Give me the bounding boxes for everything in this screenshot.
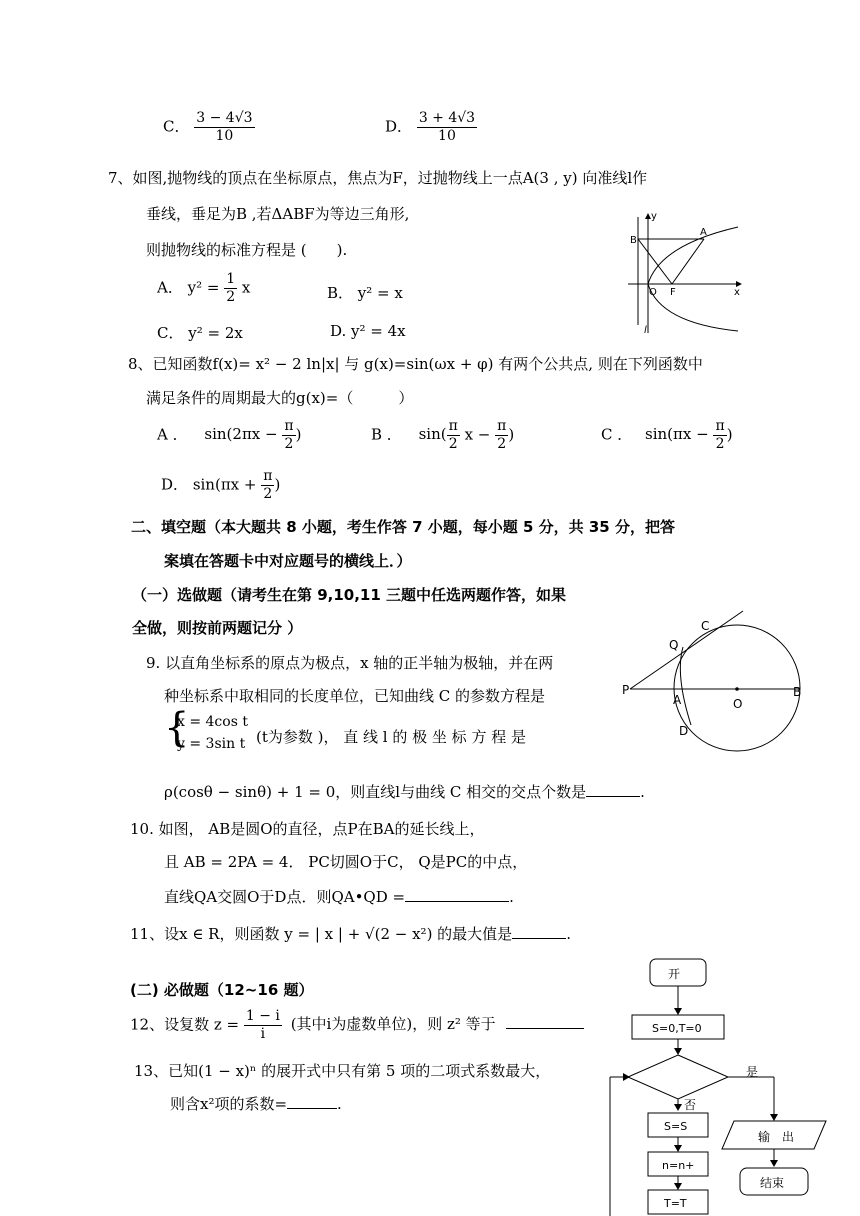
label-l: l <box>644 325 647 336</box>
label-b: B <box>793 685 802 699</box>
q9-line1: 9. 以直角坐标系的原点为极点，x 轴的正半轴为极轴，并在两 <box>146 654 554 672</box>
q13-line2 <box>170 1093 342 1114</box>
q12-line <box>130 1008 584 1043</box>
end-label: 结束 <box>760 1176 785 1190</box>
numerator: π <box>497 418 507 434</box>
q9-line4 <box>164 781 645 802</box>
q7-option-a <box>157 271 250 306</box>
parabola-lower <box>648 284 738 331</box>
option-pre: sin( <box>418 425 447 444</box>
label-f: F <box>670 287 676 298</box>
line-qd <box>680 647 691 725</box>
label-o: O <box>733 697 743 711</box>
option-label: D． <box>385 117 413 136</box>
q7-line3: 则抛物线的标准方程是 ( ). <box>146 241 348 259</box>
q9-text: ρ(cosθ − sinθ) + 1 = 0，则直线l与曲线 C 相交的交点个数是 <box>164 783 587 801</box>
q13-line1: 13、已知(1 − x)ⁿ 的展开式中只有第 5 项的二项式系数最大， <box>134 1062 551 1080</box>
answer-blank[interactable] <box>512 938 566 939</box>
answer-blank[interactable] <box>287 1108 337 1109</box>
optional-heading-line2: 全做，则按前两题记分 ） <box>132 619 303 637</box>
option-post: ) <box>726 425 733 444</box>
label-x: x <box>734 287 740 298</box>
denominator: 2 <box>715 435 725 452</box>
fraction <box>261 468 274 503</box>
q6-d-fraction <box>417 110 477 145</box>
denominator: 2 <box>448 435 458 452</box>
option-label: A ． <box>157 425 188 444</box>
center-dot <box>735 687 739 691</box>
q8-option-d <box>161 468 280 503</box>
q11-line <box>130 923 571 944</box>
option-text: A． y² = <box>157 278 225 297</box>
label-c: C <box>701 619 710 633</box>
numerator: π <box>284 418 294 434</box>
no-label: 否 <box>684 1098 697 1112</box>
section2-heading-line2: 案填在答题卡中对应题号的横线上．） <box>164 552 412 570</box>
label-d: D <box>679 724 689 738</box>
fraction <box>447 418 460 453</box>
numerator: 3 − 4√3 <box>196 110 253 126</box>
tail: . <box>509 888 514 906</box>
denominator: i <box>260 1025 266 1042</box>
label-y: y <box>651 211 657 222</box>
answer-blank[interactable] <box>586 796 640 797</box>
parabola-upper <box>648 227 738 284</box>
eq-x: x = 4cos t <box>177 714 248 730</box>
label-b: B <box>630 235 637 246</box>
required-heading: (二) 必做题（12~16 题） <box>130 981 314 999</box>
option-post: ) <box>508 425 515 444</box>
tail: . <box>566 925 571 943</box>
q12-pre: 12、设复数 z = <box>130 1015 240 1034</box>
q10-line2: 且 AB = 2PA = 4． PC切圆O于C， Q是PC的中点， <box>164 853 528 871</box>
step2-label: n=n+ <box>662 1159 695 1172</box>
answer-blank[interactable] <box>405 901 509 902</box>
option-pre: sin(πx − <box>645 425 709 444</box>
segment-af <box>672 239 704 284</box>
denominator: 2 <box>263 485 273 502</box>
denominator: 10 <box>438 127 456 144</box>
init-label: S=0,T=0 <box>652 1022 702 1035</box>
arrowhead <box>623 1073 630 1081</box>
option-mid: x − <box>464 425 491 444</box>
parabola-figure <box>620 205 750 340</box>
numerator: 1 − i <box>245 1008 280 1024</box>
numerator: 3 + 4√3 <box>418 110 476 126</box>
denominator: 2 <box>284 435 294 452</box>
denominator: 2 <box>226 288 236 305</box>
q8-line2: 满足条件的周期最大的g(x)=（ ） <box>146 389 414 407</box>
optional-heading-line1: （一）选做题（请考生在第 9,10,11 三题中任选两题作答，如果 <box>132 586 567 604</box>
segment-bf <box>638 239 672 284</box>
label-p: P <box>622 683 630 697</box>
q7-line2: 垂线，垂足为B ,若ΔABF为等边三角形, <box>146 205 410 223</box>
option-label: C ． <box>601 425 633 444</box>
q7-option-b: B． y² = x <box>327 284 403 302</box>
numerator: π <box>448 418 458 434</box>
arrowhead <box>674 1183 682 1190</box>
tail: . <box>640 783 645 801</box>
label-a: A <box>673 693 682 707</box>
q10-line1: 10. 如图， AB是圆O的直径，点P在BA的延长线上， <box>130 820 485 838</box>
q7-line1: 7、如图,抛物线的顶点在坐标原点，焦点为F，过抛物线上一点A(3 , y) 向准线l作 <box>108 169 648 187</box>
q6-c-fraction <box>194 110 254 145</box>
q9-line2: 种坐标系中取相同的长度单位，已知曲线 C 的参数方程是 <box>164 687 546 705</box>
arrowhead <box>674 1048 682 1055</box>
option-pre: sin(πx + <box>192 475 257 494</box>
step3-label: T=T <box>664 1197 687 1210</box>
q10-text: 直线QA交圆O于D点．则QA•QD = <box>164 888 406 906</box>
option-label: D． <box>161 475 189 494</box>
arrowhead <box>674 1145 682 1152</box>
output-label: 输 出 <box>758 1130 795 1144</box>
section2-heading-line1: 二、填空题（本大题共 8 小题，考生作答 7 小题，每小题 5 分，共 35 分，把答 <box>131 518 675 536</box>
option-post: ) <box>274 475 281 494</box>
arrowhead <box>770 1114 778 1121</box>
q12-post: (其中i为虚数单位)，则 z² 等于 <box>290 1015 496 1034</box>
option-label: C． <box>163 117 190 136</box>
label-o: O <box>649 287 657 298</box>
start-label: 开 <box>668 967 681 981</box>
fraction <box>224 271 237 306</box>
yes-label: 是 <box>746 1065 759 1079</box>
q7-option-c: C． y² = 2x <box>157 324 243 342</box>
q13-text: 则含x²项的系数= <box>170 1095 288 1113</box>
label-q: Q <box>669 638 679 652</box>
circle-figure <box>615 605 815 755</box>
option-label: B ． <box>371 425 402 444</box>
q10-line3 <box>164 886 514 907</box>
numerator: π <box>263 468 273 484</box>
q8-option-a <box>157 418 301 453</box>
q8-line1: 8、已知函数f(x)= x² − 2 ln|x| 与 g(x)=sin(ωx + φ) 有两个公共点, 则在下列函数中 <box>128 355 703 373</box>
fraction <box>282 418 295 453</box>
fraction <box>244 1008 282 1043</box>
brace: { <box>164 705 190 751</box>
q11-text: 11、设x ∈ R，则函数 y = | x | + √(2 − x²) 的最大值是 <box>130 925 513 943</box>
tail: . <box>337 1095 342 1113</box>
q7-option-d: D. y² = 4x <box>330 322 406 340</box>
option-pre: sin(2πx − <box>204 425 278 444</box>
q8-option-b <box>371 418 514 453</box>
numerator: π <box>715 418 725 434</box>
denominator: 2 <box>497 435 507 452</box>
eq-y: y = 3sin t <box>177 736 246 752</box>
numerator: 1 <box>226 271 236 287</box>
condition-diamond <box>628 1055 728 1099</box>
option-post: ) <box>295 425 302 444</box>
q8-option-c <box>601 418 733 453</box>
step1-label: S=S <box>664 1120 688 1133</box>
flowchart <box>600 955 840 1216</box>
param-text: (t为参数 )， 直 线 l 的 极 坐 标 方 程 是 <box>256 728 526 746</box>
answer-blank[interactable] <box>506 1028 584 1029</box>
denominator: 10 <box>215 127 234 144</box>
q6-option-c <box>163 110 255 145</box>
arrowhead <box>674 1008 682 1015</box>
arrowhead <box>674 1104 682 1111</box>
q6-option-d <box>385 110 477 145</box>
fraction <box>495 418 508 453</box>
option-tail: x <box>241 278 251 297</box>
label-a: A <box>700 227 707 238</box>
tangent-line <box>630 611 743 689</box>
arrowhead <box>770 1160 778 1167</box>
fraction <box>713 418 726 453</box>
